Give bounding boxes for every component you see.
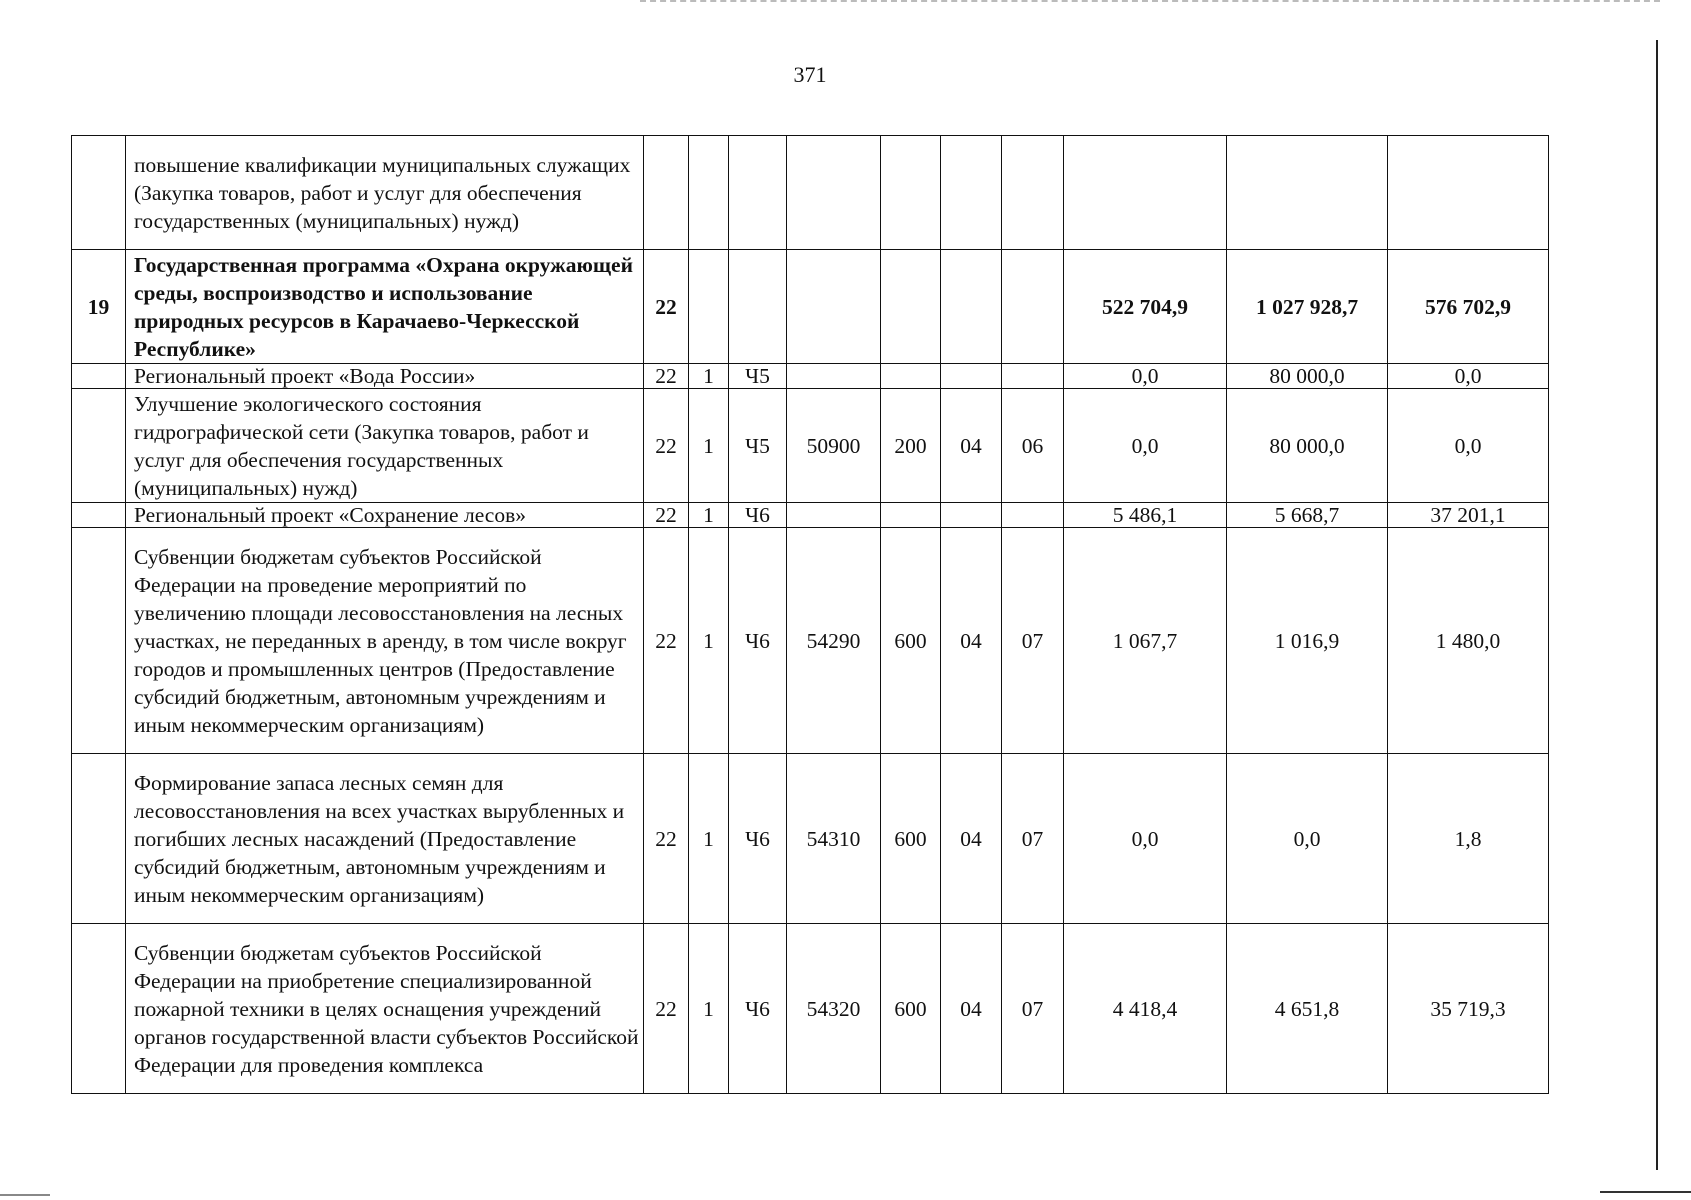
scan-edge-bottom-left	[0, 1194, 50, 1196]
amount-year1-cell: 0,0	[1064, 389, 1227, 503]
description-cell: повышение квалификации муниципальных служащих (Закупка товаров, работ и услуг для обеспечения государственных (муниципальных) нужд)	[126, 136, 644, 250]
ministry-code-cell: 22	[644, 528, 689, 754]
expense-type-cell: 600	[881, 528, 941, 754]
budget-table-body	[72, 136, 1549, 1094]
row-number-cell	[72, 364, 126, 389]
ministry-code-cell: 22	[644, 389, 689, 503]
section-code-cell	[941, 136, 1002, 250]
amount-year1-cell: 5 486,1	[1064, 503, 1227, 528]
table-row	[72, 364, 1549, 389]
page-number: 371	[793, 62, 827, 87]
description-cell: Формирование запаса лесных семян для лесовосстановления на всех участках вырубленных и погибших лесных насаждений (Предоставление субсидий бюджетным, автономным учреждениям и иным некоммерческим организациям)	[126, 754, 644, 924]
amount-year3-cell: 1 480,0	[1388, 528, 1549, 754]
row-number-cell: 19	[72, 250, 126, 364]
ministry-code-cell: 22	[644, 754, 689, 924]
direction-code-cell	[787, 364, 881, 389]
amount-year2-cell: 5 668,7	[1227, 503, 1388, 528]
ministry-code-cell: 22	[644, 503, 689, 528]
project-code-cell: Ч6	[729, 528, 787, 754]
amount-year1-cell: 0,0	[1064, 754, 1227, 924]
scan-edge-bottom-right	[1600, 1191, 1691, 1193]
amount-year2-cell: 1 016,9	[1227, 528, 1388, 754]
subsection-code-cell: 07	[1002, 924, 1064, 1094]
amount-year2-cell: 80 000,0	[1227, 389, 1388, 503]
expense-type-cell	[881, 136, 941, 250]
direction-code-cell: 54310	[787, 754, 881, 924]
budget-table	[71, 135, 1549, 1094]
section-code-cell	[941, 503, 1002, 528]
amount-year3-cell: 1,8	[1388, 754, 1549, 924]
section-code-cell: 04	[941, 924, 1002, 1094]
subsection-code-cell	[1002, 250, 1064, 364]
expense-type-cell	[881, 503, 941, 528]
amount-year3-cell: 576 702,9	[1388, 250, 1549, 364]
amount-year3-cell: 37 201,1	[1388, 503, 1549, 528]
amount-year1-cell: 4 418,4	[1064, 924, 1227, 1094]
row-number-cell	[72, 136, 126, 250]
description-cell: Государственная программа «Охрана окружающей среды, воспроизводство и использование природных ресурсов в Карачаево-Черкесской Республике»	[126, 250, 644, 364]
section-code-cell	[941, 250, 1002, 364]
row-number-cell	[72, 389, 126, 503]
direction-code-cell	[787, 503, 881, 528]
subprogram-code-cell: 1	[689, 364, 729, 389]
amount-year1-cell: 0,0	[1064, 364, 1227, 389]
amount-year1-cell	[1064, 136, 1227, 250]
amount-year3-cell: 0,0	[1388, 389, 1549, 503]
amount-year1-cell: 522 704,9	[1064, 250, 1227, 364]
description-cell: Региональный проект «Вода России»	[126, 364, 644, 389]
subprogram-code-cell: 1	[689, 503, 729, 528]
description-cell: Региональный проект «Сохранение лесов»	[126, 503, 644, 528]
table-row	[72, 250, 1549, 364]
subprogram-code-cell	[689, 250, 729, 364]
table-row	[72, 389, 1549, 503]
amount-year3-cell: 0,0	[1388, 364, 1549, 389]
project-code-cell	[729, 250, 787, 364]
amount-year2-cell	[1227, 136, 1388, 250]
table-row	[72, 924, 1549, 1094]
subsection-code-cell	[1002, 136, 1064, 250]
row-number-cell	[72, 503, 126, 528]
ministry-code-cell	[644, 136, 689, 250]
section-code-cell: 04	[941, 528, 1002, 754]
project-code-cell: Ч6	[729, 503, 787, 528]
subsection-code-cell	[1002, 364, 1064, 389]
project-code-cell: Ч6	[729, 754, 787, 924]
amount-year2-cell: 1 027 928,7	[1227, 250, 1388, 364]
expense-type-cell: 600	[881, 924, 941, 1094]
subsection-code-cell	[1002, 503, 1064, 528]
project-code-cell: Ч5	[729, 389, 787, 503]
row-number-cell	[72, 754, 126, 924]
direction-code-cell: 50900	[787, 389, 881, 503]
subprogram-code-cell	[689, 136, 729, 250]
expense-type-cell	[881, 250, 941, 364]
amount-year2-cell: 4 651,8	[1227, 924, 1388, 1094]
direction-code-cell: 54290	[787, 528, 881, 754]
subsection-code-cell: 06	[1002, 389, 1064, 503]
ministry-code-cell: 22	[644, 924, 689, 1094]
amount-year1-cell: 1 067,7	[1064, 528, 1227, 754]
expense-type-cell	[881, 364, 941, 389]
direction-code-cell	[787, 136, 881, 250]
description-cell: Улучшение экологического состояния гидрографической сети (Закупка товаров, работ и услуг для обеспечения государственных (муниципальных) нужд)	[126, 389, 644, 503]
subprogram-code-cell: 1	[689, 389, 729, 503]
project-code-cell	[729, 136, 787, 250]
amount-year3-cell	[1388, 136, 1549, 250]
section-code-cell: 04	[941, 754, 1002, 924]
subsection-code-cell: 07	[1002, 754, 1064, 924]
expense-type-cell: 200	[881, 389, 941, 503]
direction-code-cell	[787, 250, 881, 364]
table-row	[72, 528, 1549, 754]
amount-year2-cell: 80 000,0	[1227, 364, 1388, 389]
amount-year3-cell: 35 719,3	[1388, 924, 1549, 1094]
table-row	[72, 754, 1549, 924]
ministry-code-cell: 22	[644, 250, 689, 364]
scan-edge-top	[640, 0, 1660, 4]
row-number-cell	[72, 924, 126, 1094]
section-code-cell	[941, 364, 1002, 389]
description-cell: Субвенции бюджетам субъектов Российской Федерации на проведение мероприятий по увеличению площади лесовосстановления на лесных участках, не переданных в аренду, в том числе вокруг городов и промышленных центров (Предоставление субсидий бюджетным, автономным учреждениям и иным некоммерческим организациям)	[126, 528, 644, 754]
amount-year2-cell: 0,0	[1227, 754, 1388, 924]
subprogram-code-cell: 1	[689, 528, 729, 754]
project-code-cell: Ч5	[729, 364, 787, 389]
expense-type-cell: 600	[881, 754, 941, 924]
row-number-cell	[72, 528, 126, 754]
section-code-cell: 04	[941, 389, 1002, 503]
subprogram-code-cell: 1	[689, 754, 729, 924]
ministry-code-cell: 22	[644, 364, 689, 389]
project-code-cell: Ч6	[729, 924, 787, 1094]
description-cell: Субвенции бюджетам субъектов Российской Федерации на приобретение специализированной пожарной техники в целях оснащения учреждений органов государственной власти субъектов Российской Федерации для проведения комплекса	[126, 924, 644, 1094]
table-row	[72, 503, 1549, 528]
subprogram-code-cell: 1	[689, 924, 729, 1094]
subsection-code-cell: 07	[1002, 528, 1064, 754]
scan-edge-right	[1656, 40, 1658, 1170]
table-row	[72, 136, 1549, 250]
direction-code-cell: 54320	[787, 924, 881, 1094]
